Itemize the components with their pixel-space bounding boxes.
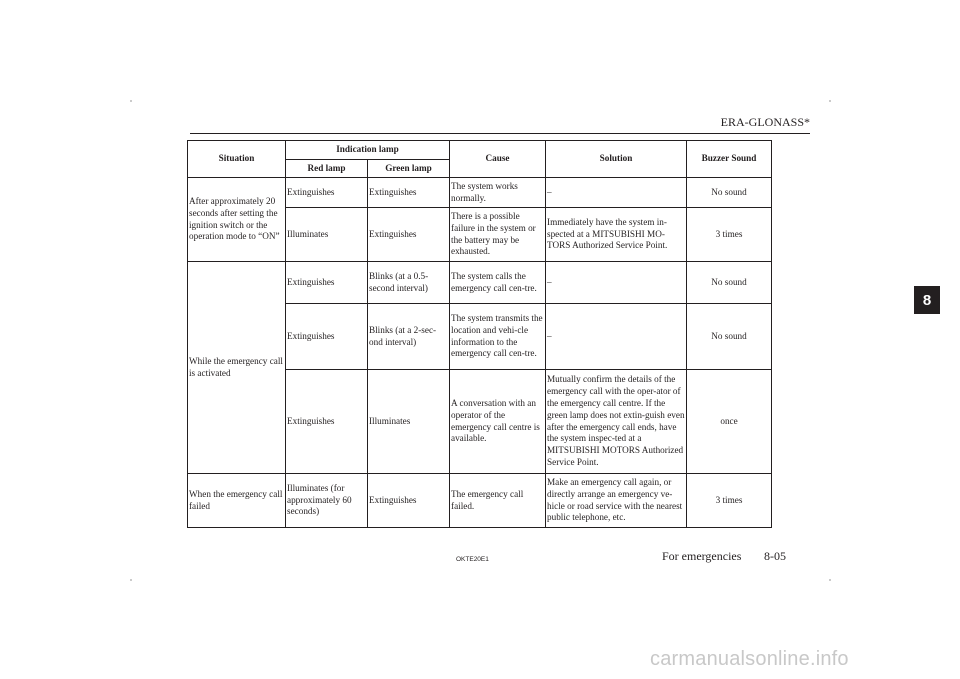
buzzer-cell: once [687,370,772,474]
cause-cell: The emergency call failed. [450,474,546,528]
table-row [188,262,772,304]
table-row [188,178,772,208]
solution-cell: Mutually confirm the details of the emergency call with the oper-ator of the emergency call centre. If the green lamp does not extin-guish even after the emergency call ends, have the system inspec-ted at a MITSUBISHI MOTORS Authorized Service Point. [546,370,687,474]
footer-page-number: 8-05 [764,549,786,563]
green-lamp-cell: Blinks (at a 0.5-second interval) [368,262,450,304]
solution-cell: – [546,178,687,208]
red-lamp-cell: Extinguishes [286,370,368,474]
buzzer-cell: No sound [687,262,772,304]
header-green-lamp: Green lamp [368,160,450,178]
red-lamp-cell: Illuminates [286,208,368,262]
header-solution: Solution [546,141,687,178]
situation-cell: After approximately 20 seconds after setting the ignition switch or the operation mode to “ON” [188,178,286,262]
crop-mark-dot [829,100,831,102]
green-lamp-cell: Extinguishes [368,208,450,262]
footer-doc-code: OKTE20E1 [456,556,489,563]
header-buzzer-sound: Buzzer Sound [687,141,772,178]
solution-cell: Make an emergency call again, or directly arrange an emergency ve-hicle or road service with the nearest public telephone, etc. [546,474,687,528]
footer-section-name: For emergencies [662,549,742,563]
solution-cell: – [546,304,687,370]
solution-cell: Immediately have the system in-spected at a MITSUBISHI MO-TORS Authorized Service Point. [546,208,687,262]
header-situation: Situation [188,141,286,178]
green-lamp-cell: Illuminates [368,370,450,474]
buzzer-cell: No sound [687,178,772,208]
red-lamp-cell: Extinguishes [286,304,368,370]
table-row [188,474,772,528]
cause-cell: There is a possible failure in the system or the battery may be exhausted. [450,208,546,262]
watermark-text: carmanualsonline.info [650,648,849,670]
situation-cell: While the emergency call is activated [188,262,286,474]
crop-mark-dot [130,579,132,581]
cause-cell: A conversation with an operator of the emergency call centre is available. [450,370,546,474]
header-indication-lamp: Indication lamp [286,141,450,160]
green-lamp-cell: Extinguishes [368,178,450,208]
running-header-title: ERA-GLONASS* [720,115,810,129]
buzzer-cell: No sound [687,304,772,370]
crop-mark-dot [130,100,132,102]
green-lamp-cell: Extinguishes [368,474,450,528]
chapter-tab[interactable]: 8 [914,286,940,314]
buzzer-cell: 3 times [687,474,772,528]
green-lamp-cell: Blinks (at a 2-sec-ond interval) [368,304,450,370]
crop-mark-dot [829,579,831,581]
header-rule [190,133,810,134]
solution-cell: – [546,262,687,304]
red-lamp-cell: Extinguishes [286,262,368,304]
buzzer-cell: 3 times [687,208,772,262]
header-red-lamp: Red lamp [286,160,368,178]
emergency-call-status-table [187,140,772,528]
cause-cell: The system works normally. [450,178,546,208]
situation-cell: When the emergency call failed [188,474,286,528]
cause-cell: The system transmits the location and vehi-cle information to the emergency call cen-tre. [450,304,546,370]
cause-cell: The system calls the emergency call cen-tre. [450,262,546,304]
red-lamp-cell: Illuminates (for approximately 60 seconds) [286,474,368,528]
red-lamp-cell: Extinguishes [286,178,368,208]
header-cause: Cause [450,141,546,178]
